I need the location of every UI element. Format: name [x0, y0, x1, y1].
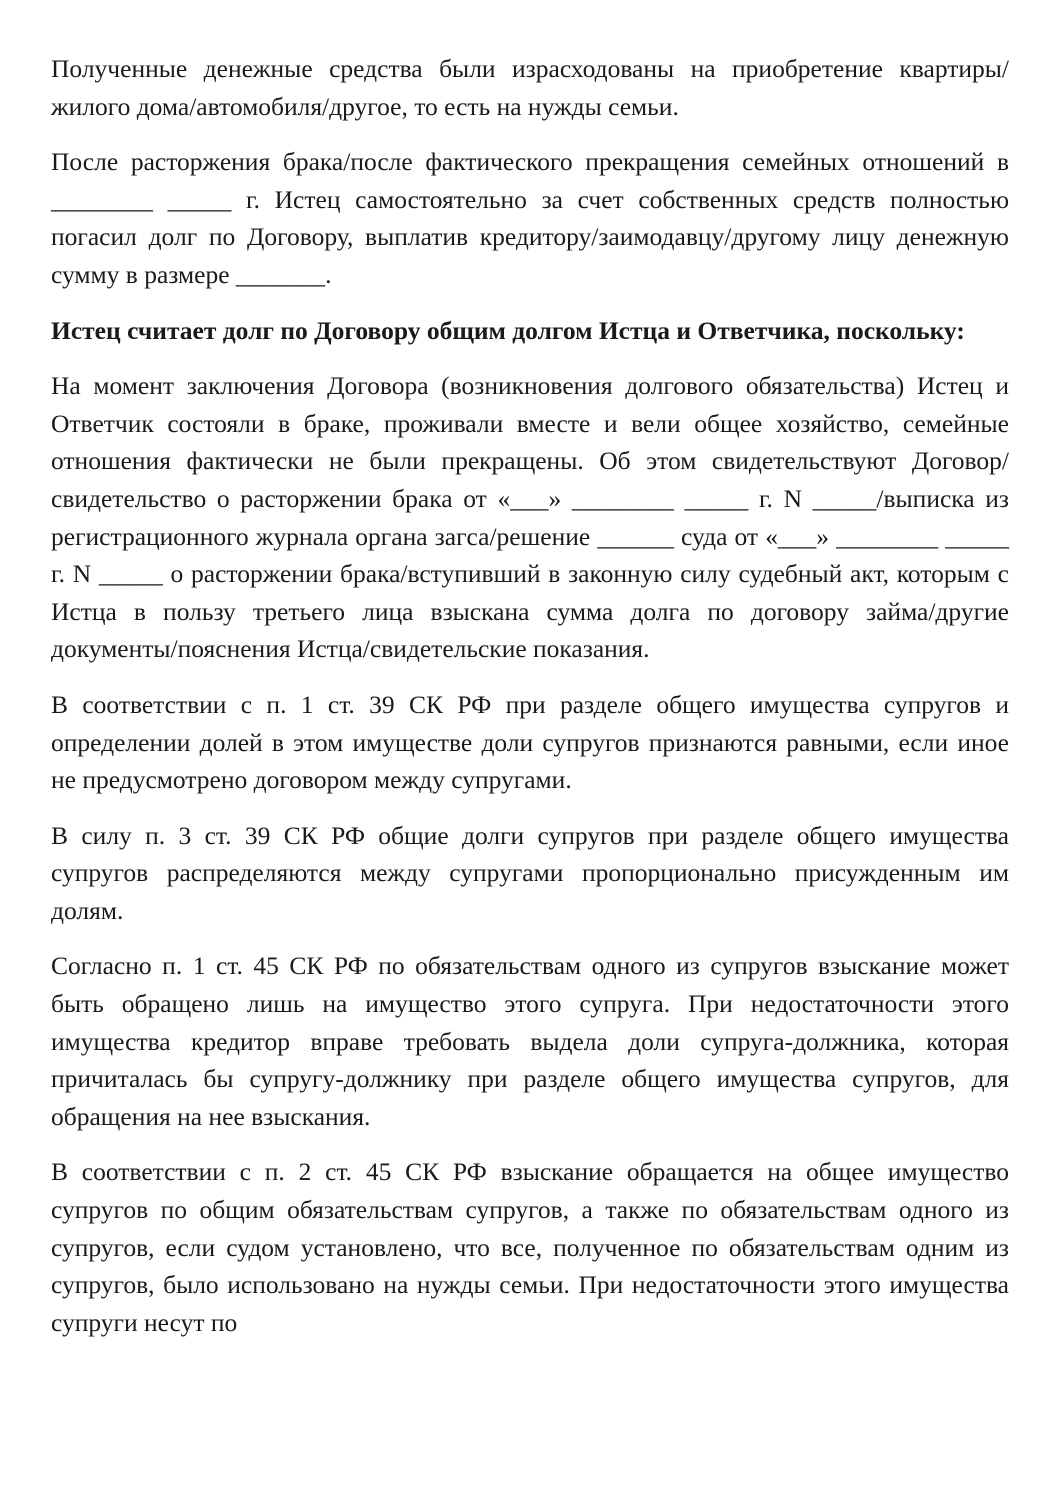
- paragraph-article-39-1: В соответствии с п. 1 ст. 39 СК РФ при разделе общего имущества супругов и определении долей в этом имуществе доли супругов признаются равными, если иное не предусмотрено договором между супругами.: [51, 689, 1009, 795]
- paragraph-article-45-2: В соответствии с п. 2 ст. 45 СК РФ взыскание обращается на общее имущество супругов по общим обязательствам супругов, а также по обязательствам одного из супругов, если судом установлено, что все, полученное по обязательствам одним из супругов, было использовано на нужды семьи. При недостаточности этого имущества супруги несут по: [51, 1157, 1009, 1337]
- paragraph-article-39-3: В силу п. 3 ст. 39 СК РФ общие долги супругов при разделе общего имущества супругов распределяются между супругами пропорционально присужденным им долям.: [51, 820, 1009, 925]
- paragraph-funds-spent: Полученные денежные средства были израсходованы на приобретение квартиры/жилого дома/автомобиля/другое, то есть на нужды семьи.: [51, 54, 1009, 121]
- document-page: [51, 50, 1009, 1359]
- paragraph-article-45-1: Согласно п. 1 ст. 45 СК РФ по обязательствам одного из супругов взыскание может быть обращено лишь на имущество этого супруга. При недостаточности этого имущества кредитор вправе требовать выдела доли супруга-должника, которая причиталась бы супругу-должнику при разделе общего имущества супругов, для обращения на нее взыскания.: [51, 951, 1009, 1131]
- paragraph-marriage-evidence: На момент заключения Договора (возникновения долгового обязательства) Истец и Ответчик состояли в браке, проживали вместе и вели общее хозяйство, семейные отношения фактически не были прекращены. Об этом свидетельствуют Договор/свидетельство о расторжении брака от «___» ________ _____ г. N _____/выписка из регистрационного журнала органа загса/решение ______ суда от «___» ________ _____ г. N _____ о расторжении брака/вступивший в законную силу судебный акт, которым с Истца в пользу третьего лица взыскана сумма долга по договору займа/другие документы/пояснения Истца/свидетельские показания.: [51, 371, 1009, 664]
- paragraph-common-debt-heading: Истец считает долг по Договору общим долгом Истца и Ответчика, поскольку:: [51, 315, 965, 345]
- paragraph-debt-repaid: После расторжения брака/после фактического прекращения семейных отношений в ________ _____ г. Истец самостоятельно за счет собственных средств полностью погасил долг по Договору, выплатив кредитору/заимодавцу/другому лицу денежную сумму в размере _______.: [51, 147, 1009, 289]
